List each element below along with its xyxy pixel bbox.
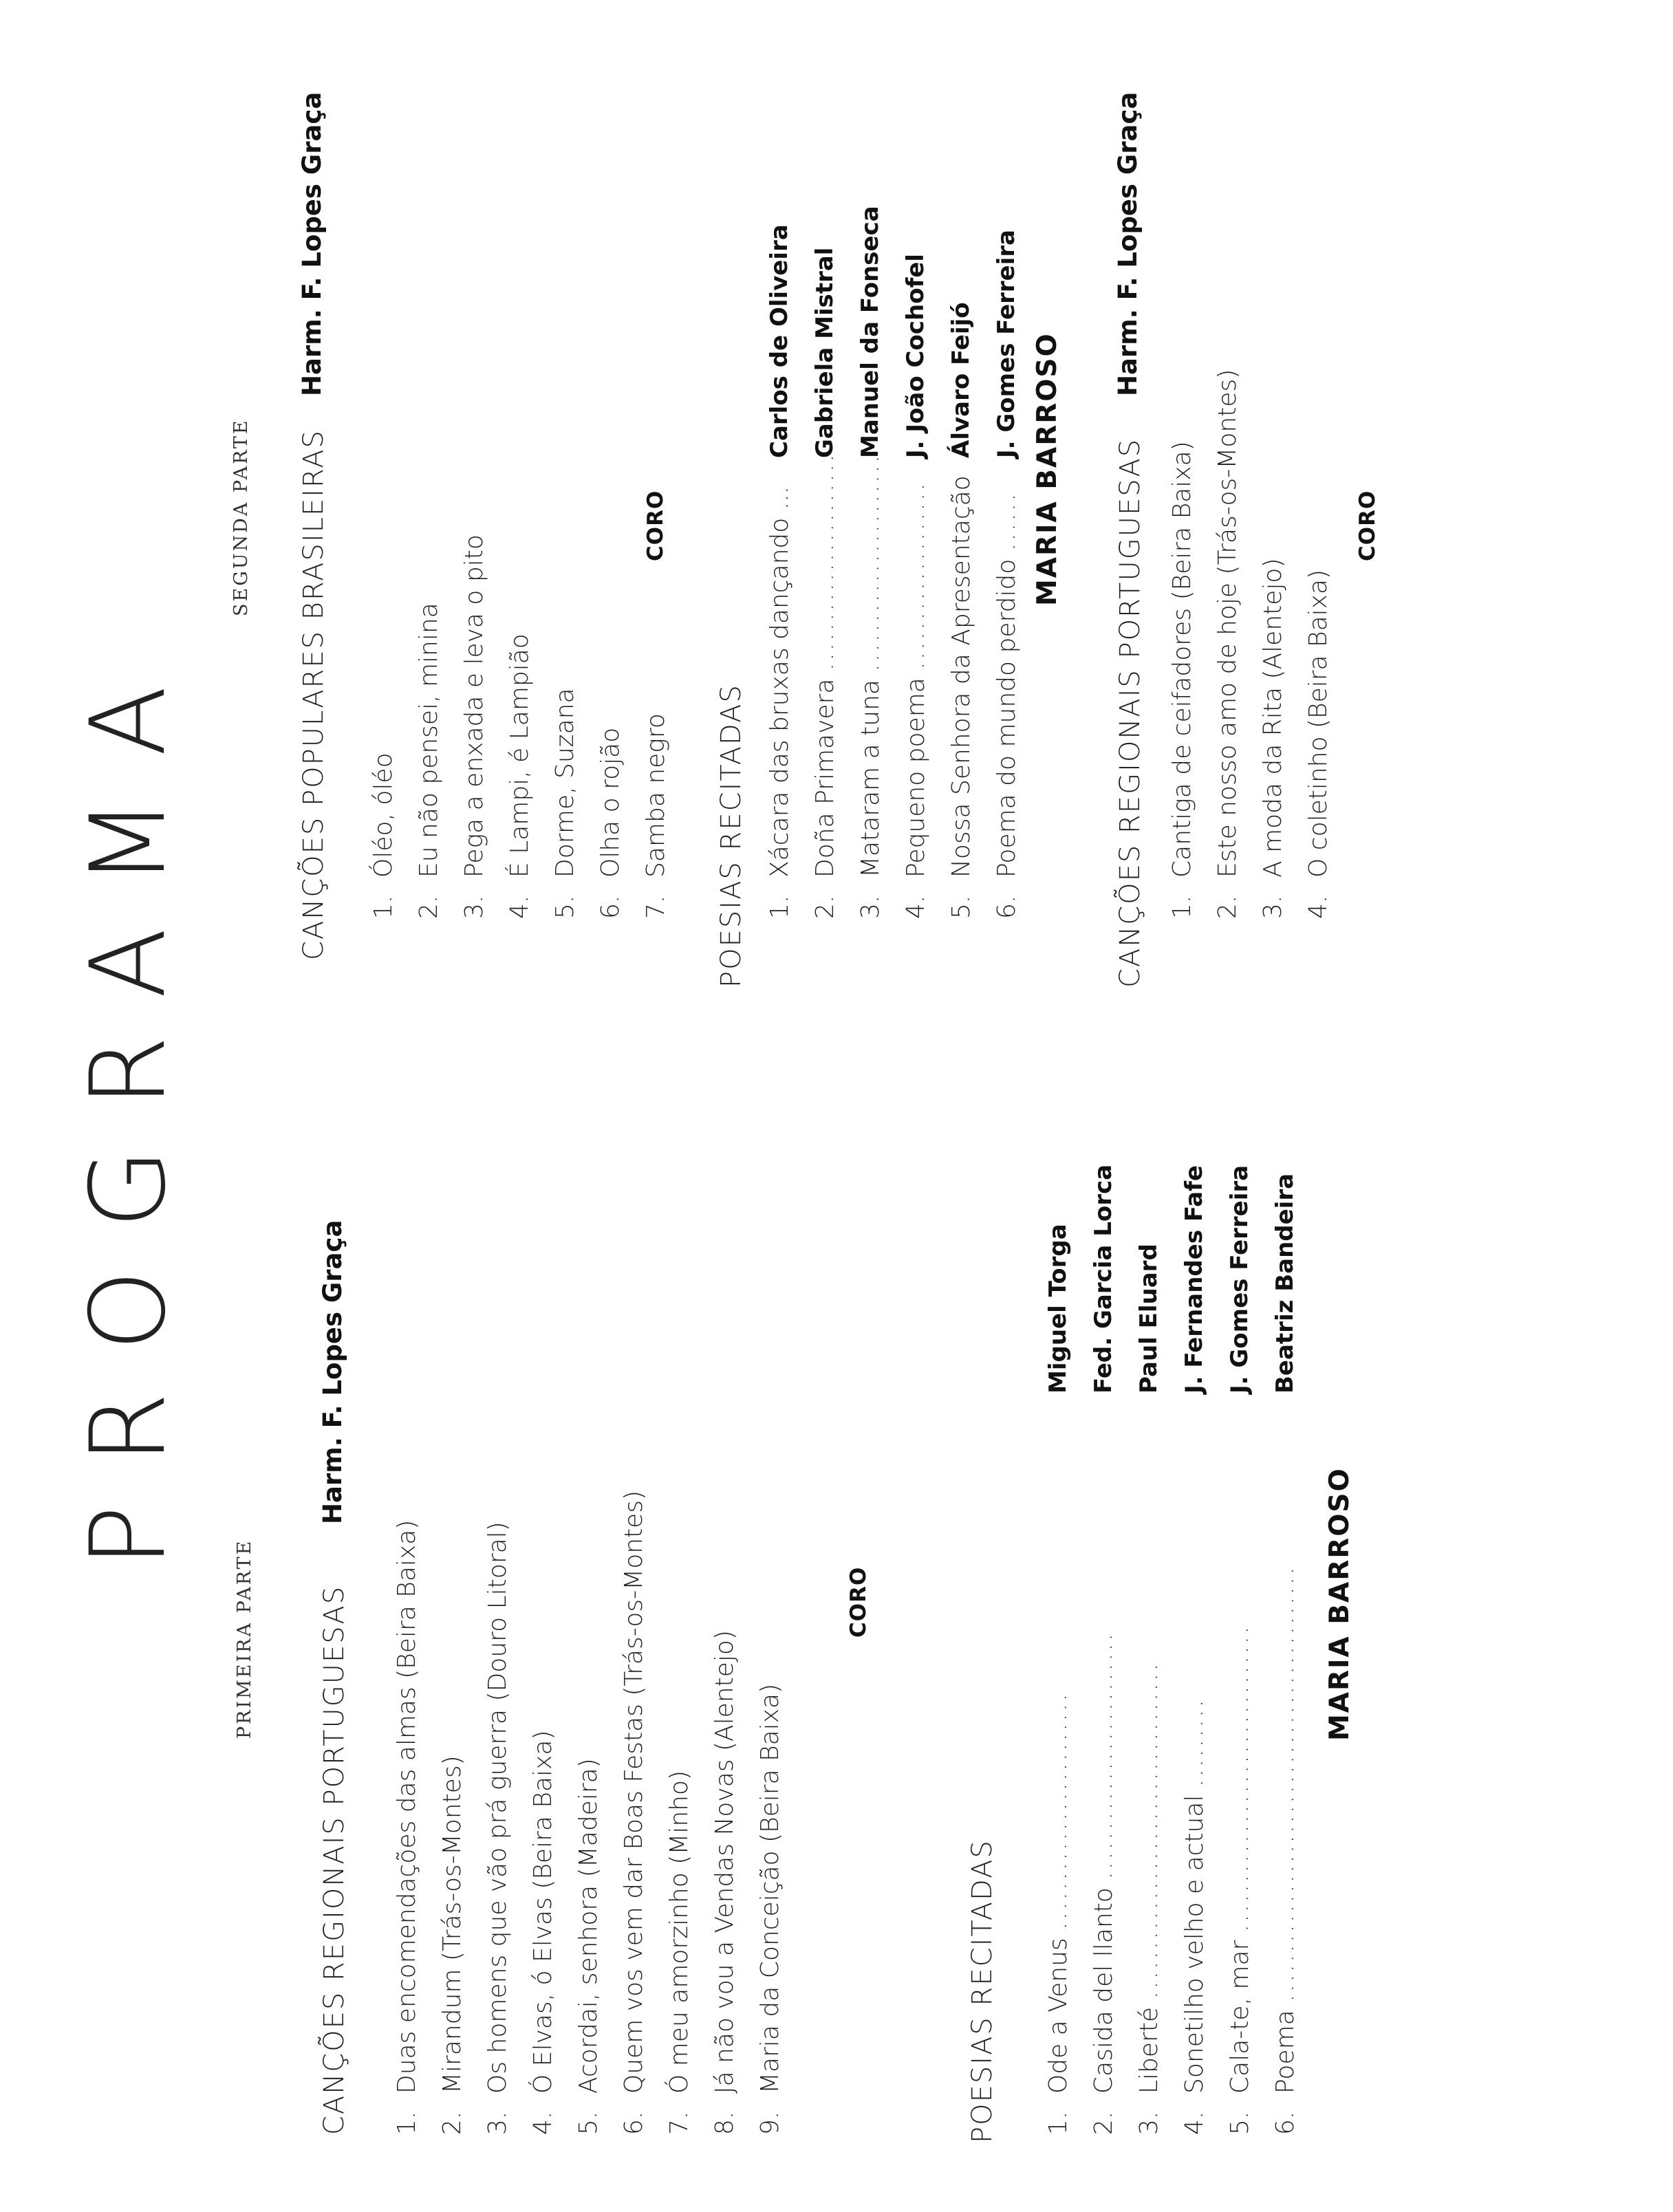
leader-dots: ...................... (856, 453, 885, 672)
item-title: Cala-te, mar (1225, 1940, 1254, 2094)
item-title: Dorme, Suzana (550, 688, 579, 878)
item-title: Mataram a tuna (856, 680, 885, 878)
poet-name: Paul Eluard (1135, 1244, 1163, 1394)
item-title: É Lampi, é Lampião (505, 633, 534, 878)
list-item (429, 1490, 475, 2135)
item-number: 4. (1180, 2111, 1209, 2135)
list-item (611, 1490, 656, 2135)
item-number: 4. (1304, 895, 1332, 919)
item-number: 3. (483, 2111, 512, 2135)
item-number: 8. (710, 2111, 739, 2135)
item-number: 9. (755, 2111, 784, 2135)
item-number: 5. (550, 895, 579, 919)
item-title: Liberté (1134, 2006, 1163, 2094)
list-item (1250, 369, 1295, 919)
poet-list-segunda (757, 206, 1029, 458)
poet-name: Beatriz Bandeira (1271, 1173, 1299, 1394)
item-title: Pequeno poema (901, 677, 930, 878)
list-item (1159, 369, 1205, 919)
arranger-credit-1: Harm. F. Lopes Graça (318, 1219, 347, 1524)
part-label-segunda: SEGUNDA PARTE (230, 418, 252, 616)
list-item (1295, 369, 1341, 919)
poet-name: Manuel da Fonseca (856, 206, 884, 458)
song-list-primeira (384, 1490, 792, 2135)
section-heading-poesias-2: POESIAS RECITADAS (715, 684, 747, 988)
leader-dots: ................... (901, 481, 930, 670)
list-item (1081, 1565, 1126, 2135)
item-title: Samba negro (641, 713, 670, 878)
item-title: Ó Elvas, ó Elvas (Beira Baixa) (528, 1730, 557, 2094)
list-item (1035, 1565, 1081, 2135)
item-title: Doña Primavera (810, 678, 839, 878)
item-title: Eu não pensei, minina (414, 603, 443, 878)
item-number: 1. (765, 895, 794, 919)
item-title: Xácara das bruxas dançando ... (765, 486, 794, 878)
item-title: Poema (1271, 2010, 1299, 2094)
item-title: A moda da Rita (Alentejo) (1258, 558, 1287, 878)
list-item (802, 452, 848, 919)
item-title: Maria da Conceição (Beira Baixa) (755, 1683, 784, 2094)
list-item (587, 534, 633, 919)
list-item (1262, 1565, 1308, 2135)
item-title: Ode a Venus (1044, 1938, 1072, 2094)
leader-dots: ............................... (1225, 1624, 1254, 1933)
list-item (451, 534, 497, 919)
item-number: 1. (1167, 895, 1196, 919)
poet-name: J. João Cochofel (902, 253, 929, 458)
item-title: Quem vos vem dar Boas Festas (Trás-os-Montes) (619, 1490, 648, 2094)
list-item (1172, 1565, 1217, 2135)
section-heading-poesias-1: POESIAS RECITADAS (967, 1839, 998, 2143)
item-title: O coletinho (Beira Baixa) (1304, 569, 1332, 878)
part-label-primeira: PRIMEIRA PARTE (234, 1539, 255, 1739)
item-number: 3. (1258, 895, 1287, 919)
list-item (848, 452, 893, 919)
choir-label-1: CORO (846, 1566, 871, 1638)
poet-name: Miguel Torga (1044, 1224, 1072, 1394)
leader-dots: .................................. (1134, 1661, 1163, 1999)
performer-name-1: MARIA BARROSO (1324, 1467, 1355, 1741)
list-item (656, 1490, 702, 2135)
list-item (565, 1490, 611, 2135)
item-number: 4. (528, 2111, 557, 2135)
performer-name-2: MARIA BARROSO (1032, 332, 1063, 606)
section-heading-cancoes-brasileiras: CANÇÕES POPULARES BRASILEIRAS (298, 429, 330, 960)
list-item (520, 1490, 565, 2135)
leader-dots: ........................ (1044, 1691, 1072, 1930)
item-number: 6. (596, 895, 625, 919)
list-item (747, 1490, 792, 2135)
choir-label-3: CORO (1355, 490, 1380, 561)
item-number: 6. (619, 2111, 648, 2135)
leader-dots: ...................... (810, 452, 839, 671)
item-number: 1. (392, 2111, 421, 2135)
item-number: 3. (460, 895, 488, 919)
item-title: Os homens que vão prá guerra (Douro Litoral) (483, 1521, 512, 2094)
item-title: Poema do mundo perdido (992, 559, 1021, 878)
item-title: Pega a enxada e leva o pito (460, 534, 488, 878)
list-item (1205, 369, 1250, 919)
item-title: Óléo, óléo (369, 752, 398, 878)
section-heading-cancoes-regionais-1: CANÇÕES REGIONAIS PORTUGUESAS (319, 1585, 350, 2135)
poet-name: Carlos de Oliveira (766, 224, 793, 458)
list-item (633, 534, 678, 919)
poet-name: Gabriela Mistral (811, 247, 839, 458)
item-number: 5. (1225, 2111, 1254, 2135)
song-list-regionais-2 (1159, 369, 1341, 919)
item-number: 5. (574, 2111, 603, 2135)
item-number: 6. (992, 895, 1021, 919)
list-item (757, 452, 802, 919)
item-title: Ó meu amorzinho (Minho) (665, 1770, 693, 2094)
item-number: 6. (1271, 2111, 1299, 2135)
leader-dots: ............................................ (1271, 1565, 1299, 2002)
poet-list-primeira (1035, 1164, 1308, 1394)
poet-name: Fed. Garcia Lorca (1090, 1164, 1117, 1394)
song-list-brasileiras (360, 534, 678, 919)
item-title: Casida del llanto (1089, 1887, 1118, 2094)
item-title: Mirandum (Trás-os-Montes) (438, 1755, 466, 2094)
list-item (542, 534, 587, 919)
item-title: Nossa Senhora da Apresentação (947, 475, 975, 878)
section-heading-cancoes-regionais-2: CANÇÕES REGIONAIS PORTUGUESAS (1114, 437, 1146, 988)
item-title: Já não vou a Vendas Novas (Alentejo) (710, 1630, 739, 2094)
leader-dots: ......... (1180, 1698, 1209, 1788)
item-number: 2. (414, 895, 443, 919)
list-item (497, 534, 542, 919)
list-item (938, 452, 984, 919)
list-item (384, 1490, 429, 2135)
item-number: 2. (438, 2111, 466, 2135)
item-number: 2. (1089, 2111, 1118, 2135)
poem-list-primeira (1035, 1565, 1308, 2135)
item-title: Duas encomendações das almas (Beira Baixa) (392, 1519, 421, 2094)
item-title: Olha o rojão (596, 727, 625, 878)
list-item (360, 534, 406, 919)
poet-name: J. Fernandes Fafe (1180, 1165, 1208, 1394)
item-title: Cantiga de ceifadores (Beira Baixa) (1167, 441, 1196, 878)
list-item (984, 452, 1029, 919)
item-number: 7. (665, 2111, 693, 2135)
item-title: Este nosso amo de hoje (Trás-os-Montes) (1213, 369, 1242, 878)
item-number: 7. (641, 895, 670, 919)
item-number: 5. (947, 895, 975, 919)
poet-name: J. Gomes Ferreira (993, 229, 1020, 458)
poem-list-segunda (757, 452, 1029, 919)
list-item (1126, 1565, 1172, 2135)
item-number: 4. (505, 895, 534, 919)
list-item (475, 1490, 520, 2135)
choir-label-2: CORO (643, 490, 668, 561)
item-title: Sonetilho velho e actual (1180, 1794, 1209, 2094)
item-number: 3. (1134, 2111, 1163, 2135)
item-number: 4. (901, 895, 930, 919)
leader-dots: ...... (992, 491, 1021, 552)
list-item (893, 452, 938, 919)
poet-name: J. Gomes Ferreira (1226, 1164, 1253, 1394)
item-number: 1. (1044, 2111, 1072, 2135)
item-number: 3. (856, 895, 885, 919)
arranger-credit-2: Harm. F. Lopes Graça (297, 91, 327, 396)
list-item (406, 534, 451, 919)
item-title: Acordai, senhora (Madeira) (574, 1758, 603, 2094)
item-number: 2. (810, 895, 839, 919)
item-number: 1. (369, 895, 398, 919)
poet-name: Álvaro Feijó (947, 302, 975, 458)
page-title: PROGRAMA (69, 644, 188, 1568)
list-item (702, 1490, 747, 2135)
item-number: 2. (1213, 895, 1242, 919)
leader-dots: ......................... (1089, 1631, 1118, 1880)
list-item (1217, 1565, 1262, 2135)
arranger-credit-3: Harm. F. Lopes Graça (1113, 91, 1143, 396)
